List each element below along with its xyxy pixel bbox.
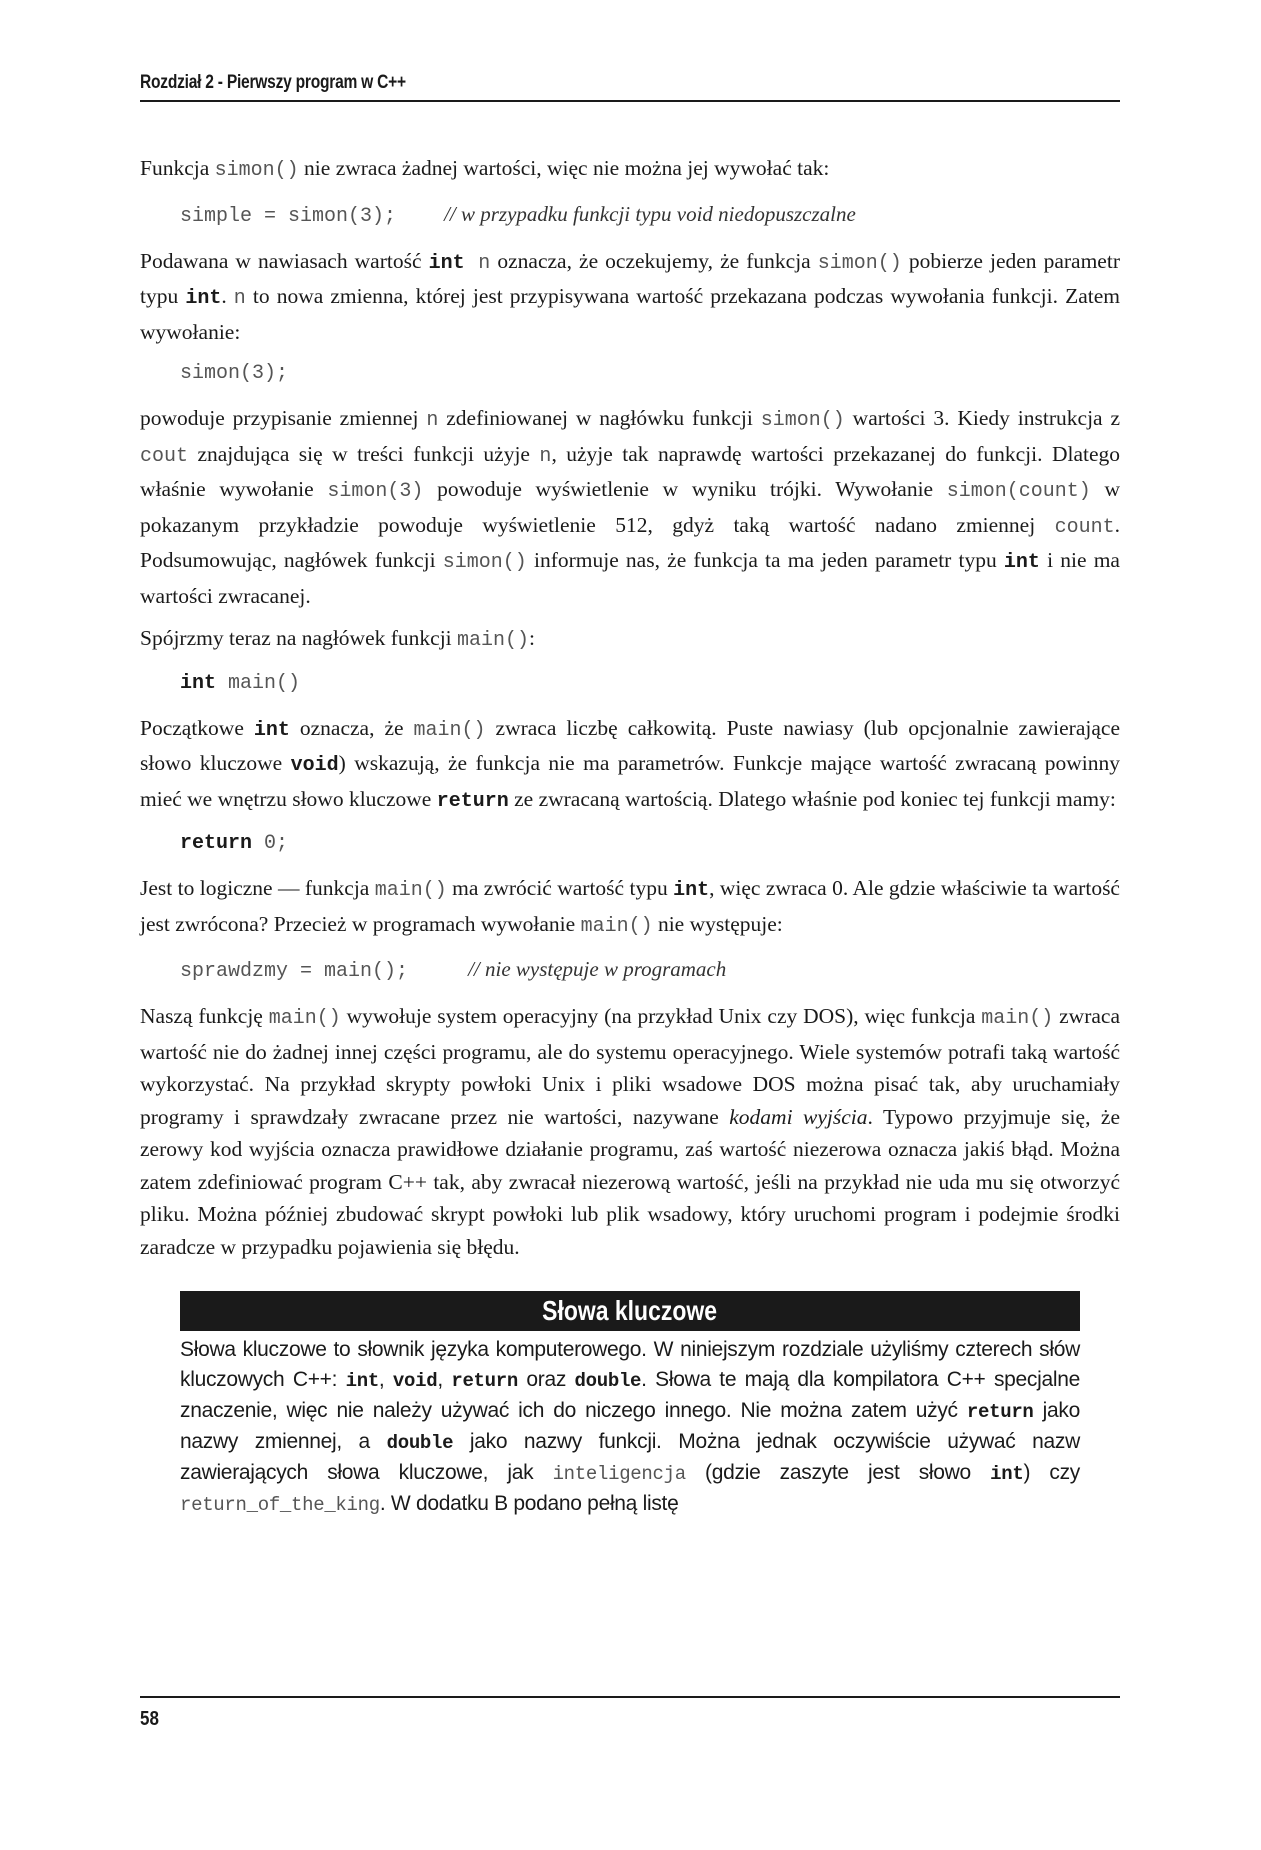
code-line-3 [180,668,1120,700]
sidebar-title-text: Słowa kluczowe [542,1295,718,1326]
inline-code: main() [268,1007,341,1030]
keyword: void [290,754,339,777]
paragraph-3 [140,402,1120,612]
keyword: double [574,1370,642,1392]
page-footer [140,1696,1120,1731]
inline-code: simon() [760,409,845,432]
sidebar-box [180,1291,1080,1520]
code-text: main() [216,671,301,695]
keyword: return [180,832,253,855]
keyword: int [180,671,217,695]
code-text: sprawdzmy = main(); [180,960,409,983]
inline-code: simon(count) [946,480,1091,503]
keyword: return [451,1370,518,1392]
paragraph-4 [140,622,1120,658]
sidebar-text [180,1335,1080,1520]
text: ze zwracaną wartością. Dlatego właśnie pod koniec tej funkcji mamy: [508,786,1116,811]
paragraph-1 [140,152,1120,188]
keyword: int [185,287,222,310]
text: : [529,626,536,650]
page-body [140,152,1120,1520]
text: informuje nas, że funkcja ta ma jeden parametr typu [526,548,1004,572]
inline-code: count [1054,515,1115,539]
text: zwraca liczbę całkowitą. Puste nawiasy (lub opcjonalnie zawierające słowo kluczowe [140,715,1120,775]
text: (gdzie zaszyte jest słowo [685,1461,991,1484]
paragraph-5 [140,712,1120,819]
text: , więc zwraca 0. Ale gdzie właściwie ta wartość jest zwrócona? Przecież w programach wywołanie [140,876,1120,936]
text: oznacza, że oczekujemy, że funkcja [490,248,818,273]
text: Spójrzmy teraz na nagłówek funkcji [140,626,458,650]
code-line-5 [180,953,1120,988]
text: ma zwrócić wartość typu [446,876,674,900]
paragraph-7 [140,1000,1120,1263]
running-header [140,72,1120,102]
keyword: return [436,789,509,813]
keyword: int [673,879,710,902]
text: . W dodatku B podano pełną listę [379,1492,679,1515]
sidebar-title [180,1291,1080,1331]
text: powoduje wyświetlenie w wyniku trójki. Wywołanie [423,477,947,501]
text: oznacza, że [289,715,414,740]
text: pobierze jeden parametr typu [140,248,1120,308]
keyword: return [966,1401,1034,1423]
text: ) wskazują, że funkcja nie ma parametrów. Funkcje mające wartość zwracaną powinny mieć we wnętrzu słowo kluczowe [140,751,1120,811]
text: . Typowo przyjmuje się, że zerowy kod wyjścia oznacza prawidłowe działanie programu, zaś wartość niezerowa oznacza jakiś błąd. Można zatem zdefiniować program C++ tak, aby zwracał niezerową wartość, jeśli na przykład nie uda mu się otworzyć pliku. Można później zbudować skrypt powłoki lub plik wsadowy, który uruchomi program i podejmie środki zaradcze w przypadku pojawienia się błędu. [140,1104,1120,1259]
inline-code: cout [140,444,189,468]
keyword: double [386,1432,454,1454]
keyword: int [990,1463,1024,1485]
text: jako nazwy zmiennej, a [180,1399,1080,1453]
inline-code: n [539,444,552,468]
code-line-1 [180,198,1120,233]
text: Naszą funkcję [140,1004,269,1028]
text: w pokazanym przykładzie powoduje wyświetlenie 512, gdyż taką wartość nadano zmiennej [140,477,1121,537]
text: jako nazwy funkcji. Można jednak oczywiście używać nazw zawierających słowa kluczowe, jak [180,1430,1080,1484]
code-line-2 [180,358,1120,390]
text: . Podsumowując, nagłówek funkcji [140,512,1120,572]
keyword: int [428,251,465,275]
text: Początkowe [140,715,254,740]
inline-code: n [426,409,439,432]
emphasis: kodami wyjścia [729,1104,868,1129]
inline-code: main() [457,629,530,652]
code-comment: // nie występuje w programach [468,957,727,981]
code-text: 0; [252,832,289,855]
text: wartości 3. Kiedy instrukcja z [844,406,1121,430]
inline-code: simon() [214,159,299,182]
text: . [221,284,234,308]
inline-code: n [464,251,491,275]
text: Funkcja [140,156,215,180]
inline-code: main() [413,718,486,742]
text: , [378,1368,393,1391]
text: to nowa zmienna, której jest przypisywana wartość przekazana podczas wywołania funkcji. Zatem wywołanie: [140,284,1121,344]
text: nie zwraca żadnej wartości, więc nie można jej wywołać tak: [298,156,830,180]
text: powoduje przypisanie zmiennej [140,406,427,430]
text: Słowa kluczowe to słownik języka komputerowego. W niniejszym rozdziale użyliśmy czterech słów kluczowych C++: [180,1338,1080,1391]
inline-code: n [233,287,246,310]
inline-code: main() [580,914,653,938]
code-text: simple = simon(3); [180,204,397,228]
code-comment: // w przypadku funkcji typu void niedopuszczalne [444,201,856,226]
chapter-title: Rozdział 2 - Pierwszy program w C++ [140,72,406,93]
text: nie występuje: [652,911,783,936]
keyword: int [253,718,290,742]
book-page [140,60,1120,1820]
inline-code: simon() [442,551,527,574]
inline-code: inteligencja [552,1463,686,1485]
inline-code: main() [374,879,447,902]
text: i nie ma wartości zwracanej. [140,548,1120,608]
code-line-4 [180,828,1120,860]
text: Jest to logiczne — funkcja [140,876,375,900]
keyword: int [1003,551,1040,574]
text: Podawana w nawiasach wartość [140,248,429,273]
text: , [437,1368,452,1391]
inline-code: return_of_the_king [180,1494,380,1516]
text: znajdująca się w treści funkcji użyje [188,441,540,466]
paragraph-6 [140,872,1120,943]
text: wywołuje system operacyjny (na przykład Unix czy DOS), więc funkcja [340,1004,982,1028]
text: oraz [517,1368,575,1391]
inline-code: simon(3) [327,480,424,503]
text: zwraca wartość nie do żadnej innej części programu, ale do systemu operacyjnego. Wiele systemów potrafi taką wartość wykorzystać. Na przykład skrypty powłoki Unix i pliki wsadowe DOS można pisać tak, aby uruchamiały programy i sprawdzały zwracane przez nie wartości, nazywane [140,1004,1120,1129]
inline-code: main() [981,1007,1054,1030]
text: , użyje tak naprawdę wartości przekazanej do funkcji. Dlatego właśnie wywołanie [140,441,1121,501]
code-text: simon(3); [180,362,289,385]
keyword: void [392,1370,438,1392]
text: zdefiniowanej w nagłówku funkcji [438,406,761,430]
inline-code: simon() [817,251,902,275]
page-number: 58 [140,1708,159,1730]
keyword: int [345,1370,379,1392]
text: . Słowa te mają dla kompilatora C++ specjalne znaczenie, więc nie należy używać ich do niczego innego. Nie można zatem użyć [180,1368,1080,1422]
paragraph-2 [140,245,1120,349]
text: ) czy [1023,1461,1080,1484]
